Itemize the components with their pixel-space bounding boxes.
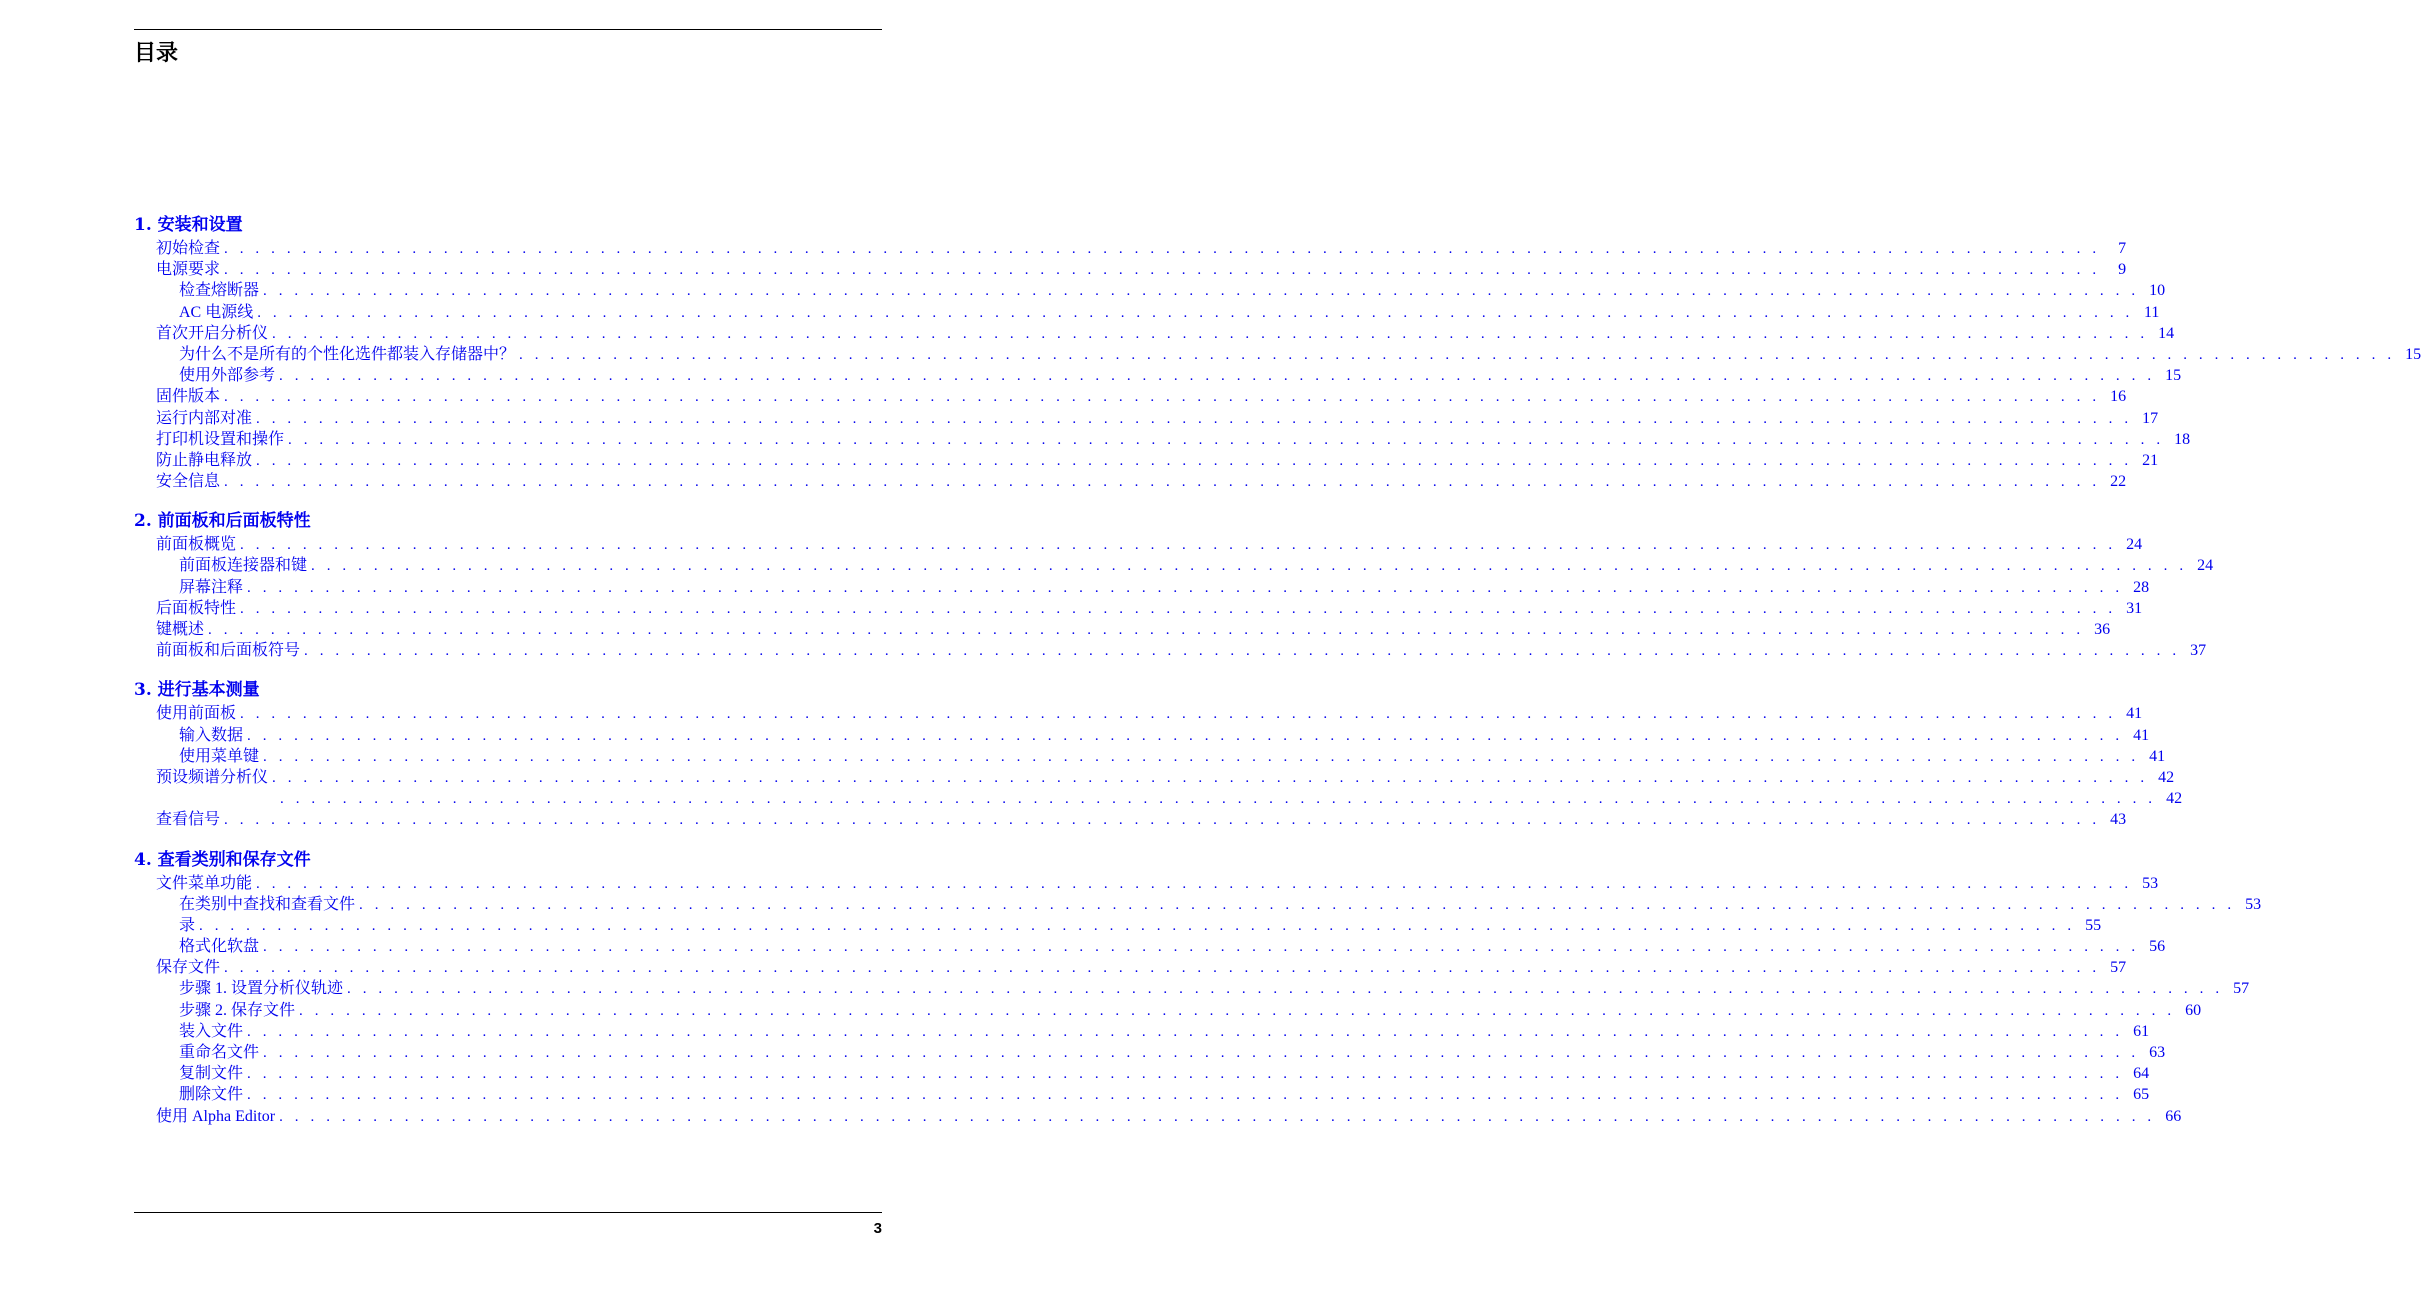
toc-entry[interactable] <box>134 936 2166 957</box>
chapter-heading[interactable]: 4. 查看类别和保存文件 <box>134 849 311 870</box>
toc-entry-label: 键概述 <box>156 621 205 638</box>
chapter-heading[interactable]: 1. 安装和设置 <box>134 215 243 235</box>
toc-entry[interactable] <box>134 915 2102 936</box>
toc-entry[interactable] <box>134 1106 2182 1127</box>
dot-leader: . . . . . . . . . . . . . . . . . . . . . . . . . . . . . . . . . . . . . . . . . . . . . . . . . . . . . . . . . . . . . . . . . . . . . . . . . . . . . . . . . . . . . . . . . . . . . . . . . . . . . . . . . . . . . . . . . . . . . . . . <box>240 537 2117 554</box>
toc-entry-page: 66 <box>2165 1107 2182 1125</box>
toc-entry-page: 41 <box>2149 747 2166 765</box>
toc-entry-label: 电源要求 <box>156 261 221 279</box>
toc-entry-page: 21 <box>2142 451 2159 469</box>
toc-entry[interactable] <box>134 386 2127 407</box>
toc-entry-label: 使用前面板 <box>156 705 237 723</box>
dot-leader: . . . . . . . . . . . . . . . . . . . . . . . . . . . . . . . . . . . . . . . . . . . . . . . . . . . . . . . . . . . . . . . . . . . . . . . . . . . . . . . . . . . . . . . . . . . . . . . . . . . . . . . . . . . . . . . . . . . . . . . . <box>224 241 2101 257</box>
toc-entry-page: 55 <box>2085 916 2102 934</box>
toc-entry-label: 录 <box>179 916 196 934</box>
toc-entry[interactable] <box>134 746 2166 767</box>
bottom-rule <box>134 1212 882 1213</box>
toc-entry-page: 57 <box>2110 959 2127 977</box>
toc-entry-page: 61 <box>2133 1022 2150 1040</box>
toc-entry-label: 在类别中查找和查看文件 <box>179 895 356 913</box>
toc-entry-label: 使用 Alpha Editor <box>156 1107 276 1125</box>
dot-leader: . . . . . . . . . . . . . . . . . . . . . . . . . . . . . . . . . . . . . . . . . . . . . . . . . . . . . . . . . . . . . . . . . . . . . . . . . . . . . . . . . . . . . . . . . . . . . . . . . . . . . . . . . . . . . . . . . . . . . . . . <box>272 769 2149 786</box>
toc-entry-label: 预设频谱分析仪 <box>156 768 269 786</box>
toc-entry-page: 24 <box>2126 536 2143 554</box>
toc-entry[interactable] <box>134 408 2159 429</box>
toc-entry-page: 7 <box>2118 240 2127 257</box>
toc-entry[interactable] <box>134 1042 2166 1063</box>
toc-entry[interactable] <box>134 555 2214 576</box>
toc-entry-label: 前面板连接器和键 <box>179 557 308 575</box>
dot-leader: . . . . . . . . . . . . . . . . . . . . . . . . . . . . . . . . . . . . . . . . . . . . . . . . . . . . . . . . . . . . . . . . . . . . . . . . . . . . . . . . . . . . . . . . . . . . . . . . . . . . . . . . . . . . . . . . . . . . . . . . <box>263 939 2140 956</box>
toc-entry[interactable] <box>134 534 2143 555</box>
toc-entry-page: 18 <box>2174 430 2191 448</box>
dot-leader: . . . . . . . . . . . . . . . . . . . . . . . . . . . . . . . . . . . . . . . . . . . . . . . . . . . . . . . . . . . . . . . . . . . . . . . . . . . . . . . . . . . . . . . . . . . . . . . . . . . . . . . . . . . . . . . . . . . . . . . . <box>311 558 2188 575</box>
toc-entry[interactable] <box>134 957 2127 978</box>
toc-entry-label: 固件版本 <box>156 388 221 406</box>
toc-entry-label: 格式化软盘 <box>179 938 260 956</box>
toc-entry-label: 后面板特性 <box>156 599 237 617</box>
toc-entry-page: 63 <box>2149 1044 2166 1061</box>
table-of-contents <box>134 212 2421 1127</box>
toc-entry-label: AC 电源线 <box>179 303 254 321</box>
dot-leader: . . . . . . . . . . . . . . . . . . . . . . . . . . . . . . . . . . . . . . . . . . . . . . . . . . . . . . . . . . . . . . . . . . . . . . . . . . . . . . . . . . . . . . . . . . . . . . . . . . . . . . . . . . . . . . . . . . . . . . . . <box>247 579 2124 596</box>
toc-entry-page: 36 <box>2094 621 2111 638</box>
toc-entry[interactable] <box>134 788 2183 809</box>
dot-leader: . . . . . . . . . . . . . . . . . . . . . . . . . . . . . . . . . . . . . . . . . . . . . . . . . . . . . . . . . . . . . . . . . . . . . . . . . . . . . . . . . . . . . . . . . . . . . . . . . . . . . . . . . . . . . . . . . . . . . . . . <box>256 410 2133 427</box>
toc-entry-label: 使用外部参考 <box>179 367 276 385</box>
dot-leader: . . . . . . . . . . . . . . . . . . . . . . . . . . . . . . . . . . . . . . . . . . . . . . . . . . . . . . . . . . . . . . . . . . . . . . . . . . . . . . . . . . . . . . . . . . . . . . . . . . . . . . . . . . . . . . . . . . . . . . . . <box>256 452 2133 469</box>
toc-entry-label: 防止静电释放 <box>156 451 253 469</box>
top-rule <box>134 29 882 30</box>
toc-entry[interactable] <box>134 894 2262 915</box>
toc-entry[interactable] <box>134 598 2143 619</box>
page-title: 目录 <box>134 41 179 66</box>
toc-entry-label: 使用菜单键 <box>179 747 260 765</box>
dot-leader: . . . . . . . . . . . . . . . . . . . . . . . . . . . . . . . . . . . . . . . . . . . . . . . . . . . . . . . . . . . . . . . . . . . . . . . . . . . . . . . . . . . . . . . . . . . . . . . . . . . . . . . . . . . . . . . . . . . . . . . . <box>519 346 2396 363</box>
dot-leader: . . . . . . . . . . . . . . . . . . . . . . . . . . . . . . . . . . . . . . . . . . . . . . . . . . . . . . . . . . . . . . . . . . . . . . . . . . . . . . . . . . . . . . . . . . . . . . . . . . . . . . . . . . . . . . . . . . . . . . . . <box>247 1087 2124 1104</box>
toc-entry-page: 43 <box>2110 811 2127 829</box>
toc-entry-label: 前面板概览 <box>156 536 237 554</box>
dot-leader: . . . . . . . . . . . . . . . . . . . . . . . . . . . . . . . . . . . . . . . . . . . . . . . . . . . . . . . . . . . . . . . . . . . . . . . . . . . . . . . . . . . . . . . . . . . . . . . . . . . . . . . . . . . . . . . . . . . . . . . . <box>272 325 2149 342</box>
dot-leader: . . . . . . . . . . . . . . . . . . . . . . . . . . . . . . . . . . . . . . . . . . . . . . . . . . . . . . . . . . . . . . . . . . . . . . . . . . . . . . . . . . . . . . . . . . . . . . . . . . . . . . . . . . . . . . . . . . . . . . . . <box>279 368 2156 385</box>
toc-entry-page: 16 <box>2110 388 2127 406</box>
dot-leader: . . . . . . . . . . . . . . . . . . . . . . . . . . . . . . . . . . . . . . . . . . . . . . . . . . . . . . . . . . . . . . . . . . . . . . . . . . . . . . . . . . . . . . . . . . . . . . . . . . . . . . . . . . . . . . . . . . . . . . . . <box>347 981 2224 998</box>
toc-entry-page: 15 <box>2165 367 2182 385</box>
page-number: 3 <box>873 1220 882 1237</box>
toc-entry[interactable] <box>134 365 2182 386</box>
toc-entry-label: 删除文件 <box>179 1086 244 1104</box>
toc-entry-label: 步骤 1. 设置分析仪轨迹 <box>179 980 344 998</box>
toc-entry-label: 运行内部对准 <box>156 409 253 427</box>
toc-entry[interactable] <box>134 1063 2150 1084</box>
chapter-heading[interactable]: 2. 前面板和后面板特性 <box>134 511 311 532</box>
dot-leader: . . . . . . . . . . . . . . . . . . . . . . . . . . . . . . . . . . . . . . . . . . . . . . . . . . . . . . . . . . . . . . . . . . . . . . . . . . . . . . . . . . . . . . . . . . . . . . . . . . . . . . . . . . . . . . . . . . . . . . . . <box>263 283 2140 300</box>
toc-entry[interactable] <box>134 1021 2150 1042</box>
toc-entry-label: 为什么不是所有的个性化选件都装入存储器中？ <box>179 345 516 363</box>
dot-leader: . . . . . . . . . . . . . . . . . . . . . . . . . . . . . . . . . . . . . . . . . . . . . . . . . . . . . . . . . . . . . . . . . . . . . . . . . . . . . . . . . . . . . . . . . . . . . . . . . . . . . . . . . . . . . . . . . . . . . . . . <box>263 748 2140 765</box>
toc-entry-label: 步骤 2. 保存文件 <box>179 1001 296 1019</box>
dot-leader: . . . . . . . . . . . . . . . . . . . . . . . . . . . . . . . . . . . . . . . . . . . . . . . . . . . . . . . . . . . . . . . . . . . . . . . . . . . . . . . . . . . . . . . . . . . . . . . . . . . . . . . . . . . . . . . . . . . . . . . . <box>247 1066 2124 1083</box>
toc-entry-label: 初始检查 <box>156 240 221 257</box>
dot-leader: . . . . . . . . . . . . . . . . . . . . . . . . . . . . . . . . . . . . . . . . . . . . . . . . . . . . . . . . . . . . . . . . . . . . . . . . . . . . . . . . . . . . . . . . . . . . . . . . . . . . . . . . . . . . . . . . . . . . . . . . <box>299 1002 2176 1019</box>
toc-entry-page: 24 <box>2197 557 2214 575</box>
dot-leader: . . . . . . . . . . . . . . . . . . . . . . . . . . . . . . . . . . . . . . . . . . . . . . . . . . . . . . . . . . . . . . . . . . . . . . . . . . . . . . . . . . . . . . . . . . . . . . . . . . . . . . . . . . . . . . . . . . . . . . . . <box>256 875 2133 892</box>
dot-leader: . . . . . . . . . . . . . . . . . . . . . . . . . . . . . . . . . . . . . . . . . . . . . . . . . . . . . . . . . . . . . . . . . . . . . . . . . . . . . . . . . . . . . . . . . . . . . . . . . . . . . . . . . . . . . . . . . . . . . . . . <box>224 474 2101 491</box>
toc-entry-label: 首次开启分析仪 <box>156 324 269 342</box>
toc-entry-page: 65 <box>2133 1086 2150 1104</box>
toc-entry-page: 64 <box>2133 1065 2150 1083</box>
toc-entry-page: 14 <box>2158 324 2175 342</box>
toc-entry-label: 屏幕注释 <box>179 578 244 596</box>
toc-entry[interactable] <box>134 640 2207 661</box>
toc-entry[interactable] <box>134 577 2150 598</box>
toc-entry[interactable] <box>134 873 2159 894</box>
dot-leader: . . . . . . . . . . . . . . . . . . . . . . . . . . . . . . . . . . . . . . . . . . . . . . . . . . . . . . . . . . . . . . . . . . . . . . . . . . . . . . . . . . . . . . . . . . . . . . . . . . . . . . . . . . . . . . . . . . . . . . . . <box>257 304 2134 321</box>
toc-entry[interactable] <box>134 280 2166 301</box>
toc-entry[interactable] <box>134 619 2111 640</box>
toc-entry-label: 文件菜单功能 <box>156 874 253 892</box>
toc-entry[interactable] <box>134 471 2127 492</box>
toc-entry-page: 60 <box>2185 1001 2202 1019</box>
toc-entry-page: 31 <box>2126 599 2143 617</box>
toc-entry[interactable] <box>134 767 2175 788</box>
dot-leader: . . . . . . . . . . . . . . . . . . . . . . . . . . . . . . . . . . . . . . . . . . . . . . . . . . . . . . . . . . . . . . . . . . . . . . . . . . . . . . . . . . . . . . . . . . . . . . . . . . . . . . . . . . . . . . . . . . . . . . . . <box>240 600 2117 617</box>
toc-entry-page: 57 <box>2233 980 2250 998</box>
dot-leader: . . . . . . . . . . . . . . . . . . . . . . . . . . . . . . . . . . . . . . . . . . . . . . . . . . . . . . . . . . . . . . . . . . . . . . . . . . . . . . . . . . . . . . . . . . . . . . . . . . . . . . . . . . . . . . . . . . . . . . . . <box>224 960 2101 977</box>
toc-entry-page: 41 <box>2126 705 2143 723</box>
toc-entry[interactable] <box>134 1000 2202 1021</box>
toc-entry[interactable] <box>134 725 2150 746</box>
dot-leader: . . . . . . . . . . . . . . . . . . . . . . . . . . . . . . . . . . . . . . . . . . . . . . . . . . . . . . . . . . . . . . . . . . . . . . . . . . . . . . . . . . . . . . . . . . . . . . . . . . . . . . . . . . . . . . . . . . . . . . . . <box>304 643 2181 660</box>
toc-entry-page: 10 <box>2149 282 2166 300</box>
toc-entry[interactable] <box>134 323 2175 344</box>
toc-entry[interactable] <box>134 1084 2150 1105</box>
toc-entry[interactable] <box>134 302 2160 323</box>
toc-entry-label: 装入文件 <box>179 1022 244 1040</box>
toc-entry-label: 输入数据 <box>179 726 244 744</box>
toc-entry-label: 前面板和后面板符号 <box>156 642 301 660</box>
toc-entry-label: 保存文件 <box>156 959 221 977</box>
toc-entry-label: 检查熔断器 <box>179 282 260 300</box>
toc-entry-page: 37 <box>2190 642 2207 660</box>
toc-entry[interactable] <box>134 429 2191 450</box>
toc-entry-page: 42 <box>2158 768 2175 786</box>
toc-entry-page: 9 <box>2118 261 2127 279</box>
toc-entry-page: 17 <box>2142 409 2159 427</box>
dot-leader: . . . . . . . . . . . . . . . . . . . . . . . . . . . . . . . . . . . . . . . . . . . . . . . . . . . . . . . . . . . . . . . . . . . . . . . . . . . . . . . . . . . . . . . . . . . . . . . . . . . . . . . . . . . . . . . . . . . . . . . . <box>208 622 2085 638</box>
dot-leader: . . . . . . . . . . . . . . . . . . . . . . . . . . . . . . . . . . . . . . . . . . . . . . . . . . . . . . . . . . . . . . . . . . . . . . . . . . . . . . . . . . . . . . . . . . . . . . . . . . . . . . . . . . . . . . . . . . . . . . . . <box>247 1023 2124 1040</box>
dot-leader: . . . . . . . . . . . . . . . . . . . . . . . . . . . . . . . . . . . . . . . . . . . . . . . . . . . . . . . . . . . . . . . . . . . . . . . . . . . . . . . . . . . . . . . . . . . . . . . . . . . . . . . . . . . . . . . . . . . . . . . . <box>240 706 2117 723</box>
toc-entry[interactable] <box>134 978 2250 999</box>
toc-entry-page: 53 <box>2245 895 2262 913</box>
dot-leader: . . . . . . . . . . . . . . . . . . . . . . . . . . . . . . . . . . . . . . . . . . . . . . . . . . . . . . . . . . . . . . . . . . . . . . . . . . . . . . . . . . . . . . . . . . . . . . . . . . . . . . . . . . . . . . . . . . . . . . . . <box>224 812 2101 829</box>
toc-entry[interactable] <box>134 238 2127 259</box>
toc-entry-page: 22 <box>2110 473 2127 491</box>
dot-leader: . . . . . . . . . . . . . . . . . . . . . . . . . . . . . . . . . . . . . . . . . . . . . . . . . . . . . . . . . . . . . . . . . . . . . . . . . . . . . . . . . . . . . . . . . . . . . . . . . . . . . . . . . . . . . . . . . . . . . . . . <box>263 1045 2140 1061</box>
dot-leader: . . . . . . . . . . . . . . . . . . . . . . . . . . . . . . . . . . . . . . . . . . . . . . . . . . . . . . . . . . . . . . . . . . . . . . . . . . . . . . . . . . . . . . . . . . . . . . . . . . . . . . . . . . . . . . . . . . . . . . . . <box>199 917 2076 934</box>
toc-entry-label: 查看信号 <box>156 811 221 829</box>
toc-entry-label: 重命名文件 <box>179 1044 260 1061</box>
toc-entry-page: 15 <box>2405 345 2421 363</box>
toc-entry-label: 安全信息 <box>156 473 221 491</box>
toc-entry-page: 53 <box>2142 874 2159 892</box>
dot-leader: . . . . . . . . . . . . . . . . . . . . . . . . . . . . . . . . . . . . . . . . . . . . . . . . . . . . . . . . . . . . . . . . . . . . . . . . . . . . . . . . . . . . . . . . . . . . . . . . . . . . . . . . . . . . . . . . . . . . . . . . <box>359 896 2236 913</box>
toc-entry[interactable] <box>134 703 2143 724</box>
dot-leader: . . . . . . . . . . . . . . . . . . . . . . . . . . . . . . . . . . . . . . . . . . . . . . . . . . . . . . . . . . . . . . . . . . . . . . . . . . . . . . . . . . . . . . . . . . . . . . . . . . . . . . . . . . . . . . . . . . . . . . . . <box>280 791 2157 808</box>
toc-entry-page: 41 <box>2133 726 2150 744</box>
dot-leader: . . . . . . . . . . . . . . . . . . . . . . . . . . . . . . . . . . . . . . . . . . . . . . . . . . . . . . . . . . . . . . . . . . . . . . . . . . . . . . . . . . . . . . . . . . . . . . . . . . . . . . . . . . . . . . . . . . . . . . . . <box>224 262 2101 279</box>
dot-leader: . . . . . . . . . . . . . . . . . . . . . . . . . . . . . . . . . . . . . . . . . . . . . . . . . . . . . . . . . . . . . . . . . . . . . . . . . . . . . . . . . . . . . . . . . . . . . . . . . . . . . . . . . . . . . . . . . . . . . . . . <box>247 727 2124 744</box>
dot-leader: . . . . . . . . . . . . . . . . . . . . . . . . . . . . . . . . . . . . . . . . . . . . . . . . . . . . . . . . . . . . . . . . . . . . . . . . . . . . . . . . . . . . . . . . . . . . . . . . . . . . . . . . . . . . . . . . . . . . . . . . <box>279 1108 2156 1125</box>
toc-entry-page: 42 <box>2166 790 2183 808</box>
toc-entry-page: 28 <box>2133 578 2150 596</box>
toc-entry[interactable] <box>134 344 2421 365</box>
dot-leader: . . . . . . . . . . . . . . . . . . . . . . . . . . . . . . . . . . . . . . . . . . . . . . . . . . . . . . . . . . . . . . . . . . . . . . . . . . . . . . . . . . . . . . . . . . . . . . . . . . . . . . . . . . . . . . . . . . . . . . . . <box>224 389 2101 406</box>
toc-entry-label: 打印机设置和操作 <box>156 430 285 448</box>
dot-leader: . . . . . . . . . . . . . . . . . . . . . . . . . . . . . . . . . . . . . . . . . . . . . . . . . . . . . . . . . . . . . . . . . . . . . . . . . . . . . . . . . . . . . . . . . . . . . . . . . . . . . . . . . . . . . . . . . . . . . . . . <box>288 431 2165 448</box>
toc-entry[interactable] <box>134 259 2127 280</box>
toc-entry[interactable] <box>134 450 2159 471</box>
toc-entry-page: 11 <box>2143 303 2160 321</box>
toc-entry-label: 复制文件 <box>179 1065 244 1083</box>
chapter-heading[interactable]: 3. 进行基本测量 <box>134 680 260 701</box>
toc-entry-page: 56 <box>2149 938 2166 956</box>
toc-entry[interactable] <box>134 809 2127 830</box>
